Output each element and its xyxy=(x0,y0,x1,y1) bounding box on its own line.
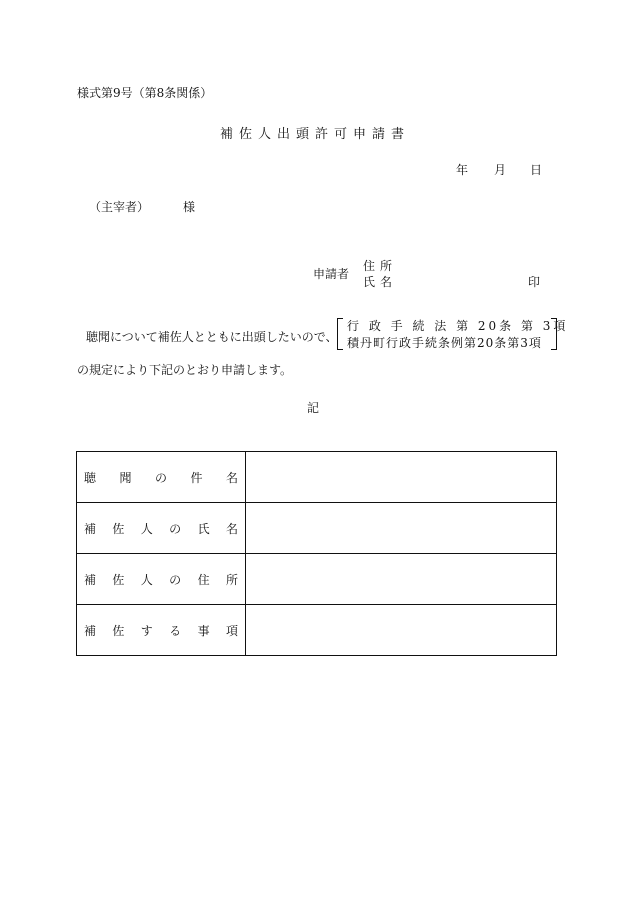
label-char: 聞 xyxy=(119,470,132,485)
label-char: 住 xyxy=(197,572,210,587)
row-value-field[interactable] xyxy=(246,503,557,554)
label-char: の xyxy=(169,521,182,536)
row-value-field[interactable] xyxy=(246,554,557,605)
label-char: る xyxy=(169,623,182,638)
label-char: 名 xyxy=(225,470,238,485)
label-char: の xyxy=(169,572,182,587)
label-char: 聴 xyxy=(84,470,97,485)
addressee: （主宰者） xyxy=(89,200,150,214)
law-option-2: 積丹町行政手続条例第20条第3項 xyxy=(347,336,542,350)
table-row xyxy=(77,554,557,605)
label-char: 佐 xyxy=(112,623,125,638)
label-char: 補 xyxy=(84,521,97,536)
row-label-text xyxy=(77,571,245,588)
law-bracket-left xyxy=(337,318,343,350)
details-table xyxy=(76,451,557,656)
addressee-honorific: 様 xyxy=(183,200,196,214)
row-label-text xyxy=(77,520,245,537)
label-char: の xyxy=(154,470,167,485)
label-char: 所 xyxy=(225,572,238,587)
label-char: 補 xyxy=(84,623,97,638)
row-label-text xyxy=(77,622,245,639)
law-option-1: 行 政 手 続 法 第 20条 第 3項 xyxy=(347,319,569,333)
row-value-field[interactable] xyxy=(246,605,557,656)
label-char: 佐 xyxy=(112,521,125,536)
label-char: 人 xyxy=(140,521,153,536)
applicant-address-label: 住所 xyxy=(363,259,398,273)
row-label xyxy=(77,503,246,554)
label-char: 件 xyxy=(190,470,203,485)
seal-mark: 印 xyxy=(528,275,541,289)
label-char: 補 xyxy=(84,572,97,587)
row-label xyxy=(77,554,246,605)
label-char: す xyxy=(140,623,153,638)
label-char: 項 xyxy=(225,623,238,638)
table-row xyxy=(77,605,557,656)
row-label xyxy=(77,605,246,656)
request-text-continued: の規定により下記のとおり申請します。 xyxy=(77,363,293,377)
applicant-label: 申請者 xyxy=(313,267,350,281)
date-month: 月 xyxy=(494,163,507,177)
request-text: 聴聞について補佐人とともに出頭したいので、 xyxy=(86,330,338,344)
table-row xyxy=(77,503,557,554)
date-year: 年 xyxy=(456,163,469,177)
ki-heading: 記 xyxy=(307,401,320,415)
document-title: 補佐人出頭許可申請書 xyxy=(219,127,410,142)
date-day: 日 xyxy=(530,163,543,177)
row-value-field[interactable] xyxy=(246,452,557,503)
label-char: 名 xyxy=(225,521,238,536)
row-label-text xyxy=(77,469,245,486)
label-char: 事 xyxy=(197,623,210,638)
law-bracket-right xyxy=(551,318,557,350)
applicant-name-label: 氏名 xyxy=(363,275,398,289)
form-number: 様式第9号（第8条関係） xyxy=(77,86,213,100)
label-char: 佐 xyxy=(112,572,125,587)
label-char: 人 xyxy=(140,572,153,587)
table-row xyxy=(77,452,557,503)
row-label xyxy=(77,452,246,503)
label-char: 氏 xyxy=(197,521,210,536)
